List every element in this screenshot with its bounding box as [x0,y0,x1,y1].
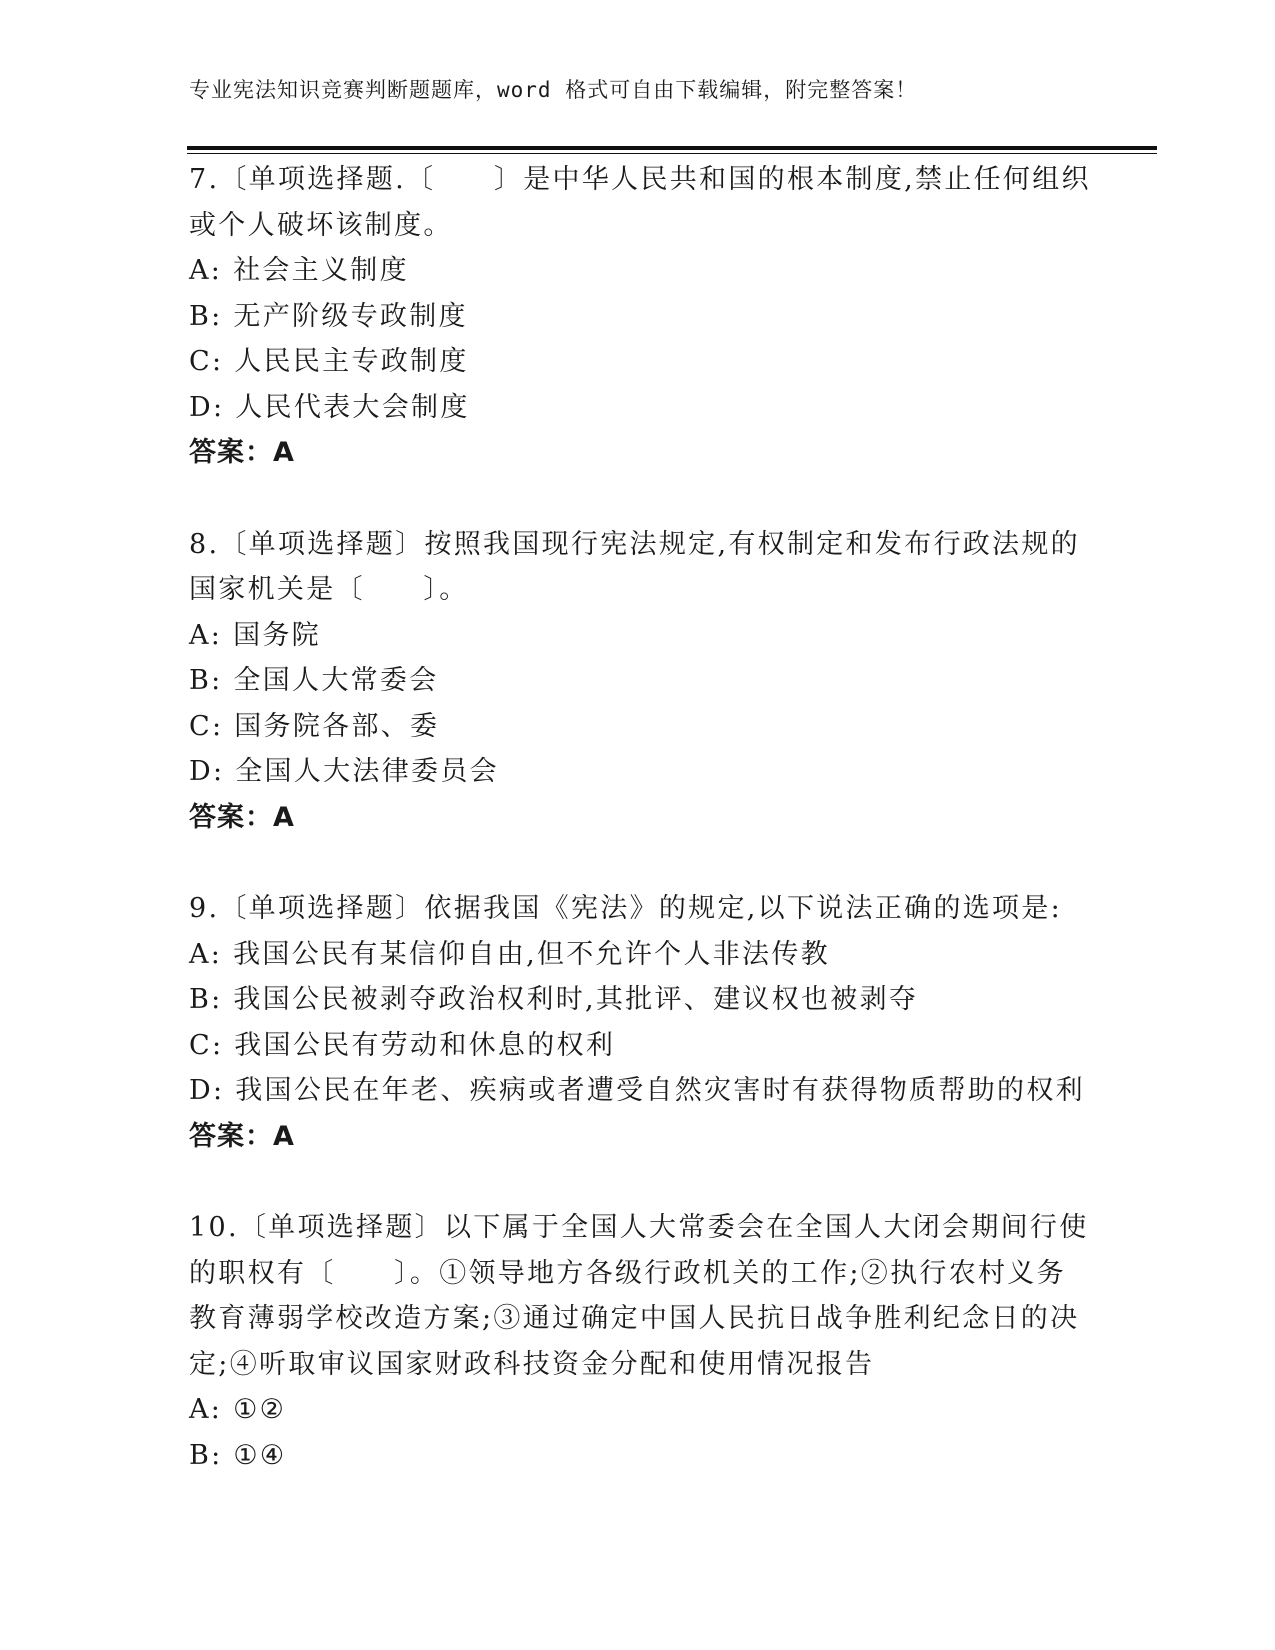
question-text: 或个人破坏该制度。 [189,209,453,241]
question-text: 的职权有〔 〕。①领导地方各级行政机关的工作;②执行农村义务 [189,1257,1066,1289]
option-a: A: 社会主义制度 [189,255,409,286]
question-text: 国家机关是〔 〕。 [189,574,469,605]
header-rule-thin [187,153,1157,154]
option-c: C: 人民民主专政制度 [189,346,469,377]
question-8 [189,522,1089,841]
question-9 [189,886,1089,1159]
option-b: B: 我国公民被剥夺政治权利时,其批评、建议权也被剥夺 [189,984,919,1015]
answer: 答案：A [189,801,295,833]
option-a: A: 国务院 [189,619,321,651]
answer: 答案：A [189,1120,295,1152]
question-text: 9.〔单项选择题〕依据我国《宪法》的规定,以下说法正确的选项是: [189,893,1063,924]
question-text: 7.〔单项选择题.〔 〕是中华人民共和国的根本制度,禁止任何组织 [189,164,1091,195]
question-text: 8.〔单项选择题〕按照我国现行宪法规定,有权制定和发布行政法规的 [189,528,1080,560]
question-text: 定;④听取审议国家财政科技资金分配和使用情况报告 [189,1348,875,1380]
option-d: D: 我国公民在年老、疾病或者遭受自然灾害时有获得物质帮助的权利 [189,1075,1085,1106]
option-b: B: ①④ [189,1439,287,1471]
option-a: A: ①② [189,1394,287,1425]
question-list [189,157,1089,1524]
question-text: 教育薄弱学校改造方案;③通过确定中国人民抗日战争胜利纪念日的决 [189,1303,1080,1334]
option-c: C: 国务院各部、委 [189,710,440,742]
option-a: A: 我国公民有某信仰自由,但不允许个人非法传教 [189,938,830,970]
option-d: D: 全国人大法律委员会 [189,756,499,787]
option-c: C: 我国公民有劳动和休息的权利 [189,1029,616,1061]
question-7 [189,157,1089,476]
header-rule [187,146,1157,150]
question-10 [189,1205,1089,1478]
question-text: 10.〔单项选择题〕以下属于全国人大常委会在全国人大闭会期间行使 [189,1212,1089,1243]
option-d: D: 人民代表大会制度 [189,391,470,423]
answer: 答案：A [189,437,295,468]
page-header: 专业宪法知识竞赛判断题题库，word 格式可自由下载编辑，附完整答案！ [189,78,918,102]
option-b: B: 无产阶级专政制度 [189,300,468,332]
option-b: B: 全国人大常委会 [189,665,439,696]
